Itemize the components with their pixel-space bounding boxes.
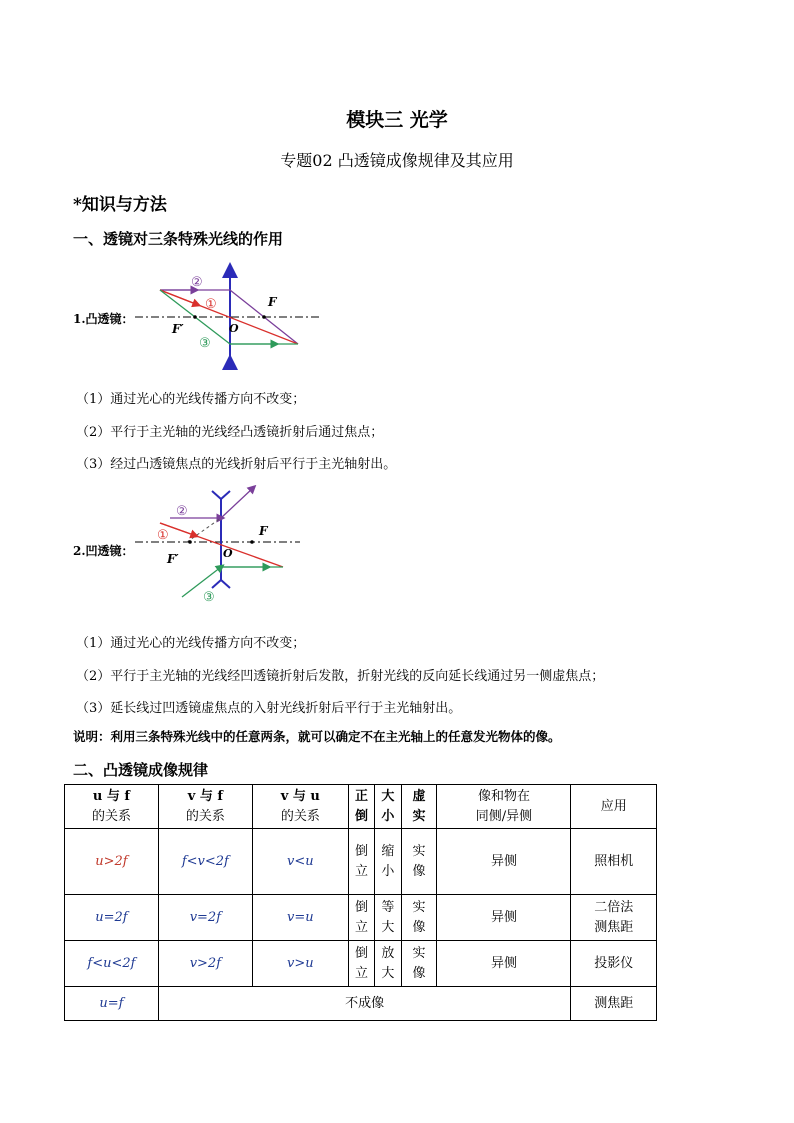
concave-ray-2-out <box>221 488 253 518</box>
section2-heading: 二、凸透镜成像规律 <box>73 761 209 779</box>
concave-rule-1: （1）通过光心的光线传播方向不改变； <box>76 636 306 651</box>
focus-prime-label: F′ <box>172 322 184 336</box>
ray-2-label: ② <box>191 275 203 290</box>
cell-uf: f<u<2f <box>65 941 159 987</box>
concave-lens-diagram <box>135 485 305 605</box>
imaging-rules-table <box>64 784 657 1021</box>
table-header-row <box>65 785 657 829</box>
cell-orient: 倒立 <box>348 941 374 987</box>
concave-focus-point <box>250 540 254 544</box>
cell-real: 实像 <box>401 829 437 895</box>
header-app: 应用 <box>571 785 657 829</box>
concave-rule-2: （2）平行于主光轴的光线经凹透镜折射后发散，折射光线的反向延长线通过另一侧虚焦点； <box>76 669 605 684</box>
cell-real: 实像 <box>401 895 437 941</box>
focus-prime-point <box>193 315 197 319</box>
table-row <box>65 987 657 1021</box>
ray-1-arrow <box>160 290 197 305</box>
table-row <box>65 895 657 941</box>
focus-point <box>262 315 266 319</box>
concave-focus-prime-point <box>188 540 192 544</box>
cell-orient: 倒立 <box>348 895 374 941</box>
header-vu: v 与 u 的关系 <box>252 785 348 829</box>
concave-ray-3-in <box>182 567 221 597</box>
cell-app: 测焦距 <box>571 987 657 1021</box>
concave-lens-bottom-cap <box>212 580 230 588</box>
concave-ray-3-label: ③ <box>203 590 215 605</box>
cell-app: 照相机 <box>571 829 657 895</box>
cell-vf: v=2f <box>158 895 252 941</box>
concave-lens-top-cap <box>212 491 230 499</box>
concave-focus-label: F <box>259 524 268 538</box>
cell-uf: u>2f <box>65 829 159 895</box>
convex-rule-1: （1）通过光心的光线传播方向不改变； <box>76 392 306 407</box>
cell-app: 投影仪 <box>571 941 657 987</box>
cell-vf: v>2f <box>158 941 252 987</box>
cell-side: 异侧 <box>437 829 571 895</box>
cell-vu: v=u <box>252 895 348 941</box>
section-main-heading: *知识与方法 <box>73 195 167 215</box>
convex-rule-3: （3）经过凸透镜焦点的光线折射后平行于主光轴射出。 <box>76 457 397 472</box>
cell-vu: v>u <box>252 941 348 987</box>
ray-3-label: ③ <box>199 336 211 351</box>
cell-vu: v<u <box>252 829 348 895</box>
cell-real: 实像 <box>401 941 437 987</box>
table-row <box>65 829 657 895</box>
cell-orient: 倒立 <box>348 829 374 895</box>
convex-lens-diagram <box>135 262 325 372</box>
concave-center-label: O <box>223 547 233 560</box>
convex-rule-2: （2）平行于主光轴的光线经凸透镜折射后通过焦点； <box>76 425 384 440</box>
convex-lens-label: 1.凸透镜： <box>73 312 134 326</box>
cell-size: 放大 <box>375 941 401 987</box>
concave-focus-prime-label: F′ <box>167 552 179 566</box>
cell-side: 异侧 <box>437 895 571 941</box>
header-uf: u 与 f 的关系 <box>65 785 159 829</box>
cell-size: 缩小 <box>375 829 401 895</box>
header-real: 虚实 <box>401 785 437 829</box>
header-side: 像和物在 同侧/异侧 <box>437 785 571 829</box>
concave-ray-1-label: ① <box>157 528 169 543</box>
cell-size: 等大 <box>375 895 401 941</box>
concave-rule-3: （3）延长线过凹透镜虚焦点的入射光线折射后平行于主光轴射出。 <box>76 701 462 716</box>
concave-ray-2-label: ② <box>176 504 188 519</box>
section1-heading: 一、透镜对三条特殊光线的作用 <box>73 230 284 248</box>
focus-label: F <box>268 295 277 309</box>
concave-lens-label: 2.凹透镜： <box>73 544 134 558</box>
header-size: 大小 <box>375 785 401 829</box>
page-title: 模块三 光学 <box>346 109 448 131</box>
ray-1-label: ① <box>205 297 217 312</box>
header-orient: 正倒 <box>348 785 374 829</box>
cell-uf: u=2f <box>65 895 159 941</box>
cell-side: 异侧 <box>437 941 571 987</box>
cell-app: 二倍法 测焦距 <box>571 895 657 941</box>
cell-vf: f<v<2f <box>158 829 252 895</box>
header-vf: v 与 f 的关系 <box>158 785 252 829</box>
page-subtitle: 专题02 凸透镜成像规律及其应用 <box>280 151 514 170</box>
optical-center-label: O <box>229 322 239 335</box>
note-text: 说明：利用三条特殊光线中的任意两条，就可以确定不在主光轴上的任意发光物体的像。 <box>73 729 561 744</box>
cell-no-image: 不成像 <box>158 987 571 1021</box>
table-row <box>65 941 657 987</box>
cell-uf: u=f <box>65 987 159 1021</box>
